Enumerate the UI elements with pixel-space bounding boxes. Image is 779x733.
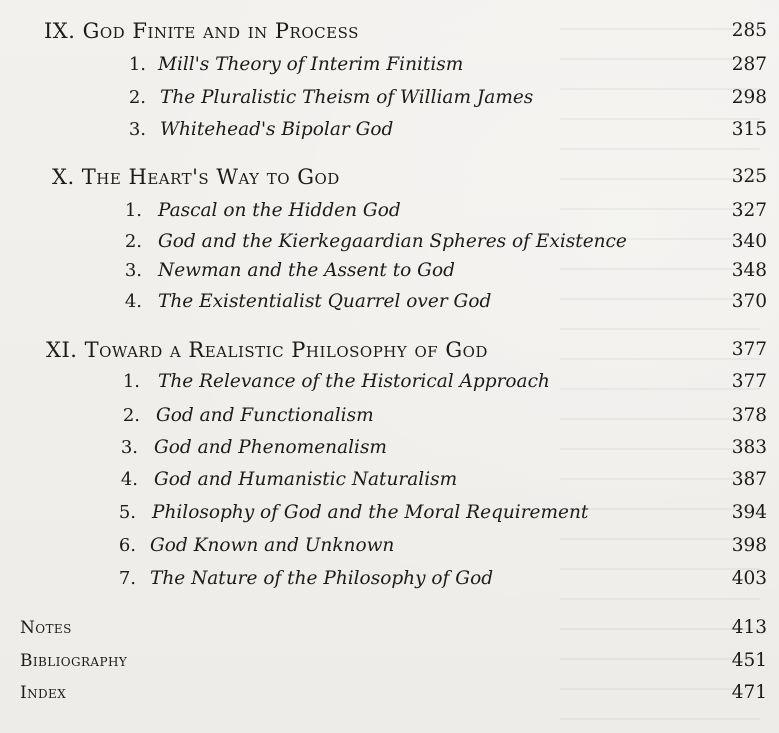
page-number: 315 (731, 119, 767, 140)
page-number: 370 (731, 291, 767, 312)
toc-chapter (0, 335, 779, 365)
back-matter-title: Notes (20, 618, 72, 638)
section-title: Philosophy of God and the Moral Requirement (152, 502, 589, 523)
page-number: 340 (731, 231, 767, 252)
section-title: God and Functionalism (156, 405, 374, 426)
section-title: God and Phenomenalism (154, 437, 387, 458)
section-title: The Relevance of the Historical Approach (158, 371, 550, 392)
toc-section (0, 83, 779, 113)
section-title: Mill's Theory of Interim Finitism (158, 54, 464, 75)
toc-section (0, 196, 779, 226)
section-number: 1. (128, 54, 146, 75)
section-number: 5. (118, 502, 136, 523)
toc-section (0, 433, 779, 463)
section-title: The Nature of the Philosophy of God (150, 568, 494, 589)
toc-back-matter (0, 678, 779, 708)
page-number: 451 (731, 650, 767, 671)
section-number: 4. (124, 291, 142, 312)
toc-chapter (0, 162, 779, 192)
section-title: Whitehead's Bipolar God (160, 119, 394, 140)
page-number: 378 (731, 405, 767, 426)
toc-chapter (0, 16, 779, 46)
page-number: 287 (731, 54, 767, 75)
section-number: 3. (124, 260, 142, 281)
page-number: 471 (731, 682, 767, 703)
page-number: 387 (731, 469, 767, 490)
page-number: 327 (731, 200, 767, 221)
toc-back-matter (0, 646, 779, 676)
section-number: 1. (122, 371, 140, 392)
page-number: 394 (731, 502, 767, 523)
toc-section (0, 227, 779, 257)
toc-section (0, 401, 779, 431)
chapter-title: XI. Toward a Realistic Philosophy of God (46, 338, 488, 362)
section-number: 4. (120, 469, 138, 490)
chapter-title: X. The Heart's Way to God (52, 165, 340, 189)
page-number: 413 (731, 617, 767, 638)
section-number: 2. (128, 87, 146, 108)
toc-back-matter (0, 613, 779, 643)
section-number: 7. (118, 568, 136, 589)
section-number: 2. (122, 405, 140, 426)
page-number: 298 (731, 87, 767, 108)
section-title: Newman and the Assent to God (158, 260, 455, 281)
toc-section (0, 564, 779, 594)
section-title: Pascal on the Hidden God (158, 200, 401, 221)
page-number: 325 (731, 166, 767, 187)
toc-section (0, 287, 779, 317)
page-number: 403 (731, 568, 767, 589)
toc-section (0, 50, 779, 80)
toc-section (0, 256, 779, 286)
section-number: 2. (124, 231, 142, 252)
toc-section (0, 465, 779, 495)
section-number: 1. (124, 200, 142, 221)
section-title: God and Humanistic Naturalism (154, 469, 458, 490)
toc-section (0, 115, 779, 145)
chapter-title: IX. God Finite and in Process (44, 19, 359, 43)
page-number: 377 (731, 371, 767, 392)
section-number: 3. (128, 119, 146, 140)
page-number: 348 (731, 260, 767, 281)
page-number: 383 (731, 437, 767, 458)
toc-section (0, 498, 779, 528)
section-number: 3. (120, 437, 138, 458)
back-matter-title: Bibliography (20, 651, 128, 671)
section-number: 6. (118, 535, 136, 556)
page-number: 398 (731, 535, 767, 556)
toc-section (0, 531, 779, 561)
section-title: The Pluralistic Theism of William James (160, 87, 534, 108)
page-number: 285 (731, 20, 767, 41)
page-number: 377 (731, 339, 767, 360)
section-title: The Existentialist Quarrel over God (158, 291, 492, 312)
section-title: God Known and Unknown (150, 535, 395, 556)
back-matter-title: Index (20, 683, 67, 703)
toc-section (0, 367, 779, 397)
section-title: God and the Kierkegaardian Spheres of Existence (158, 231, 627, 252)
